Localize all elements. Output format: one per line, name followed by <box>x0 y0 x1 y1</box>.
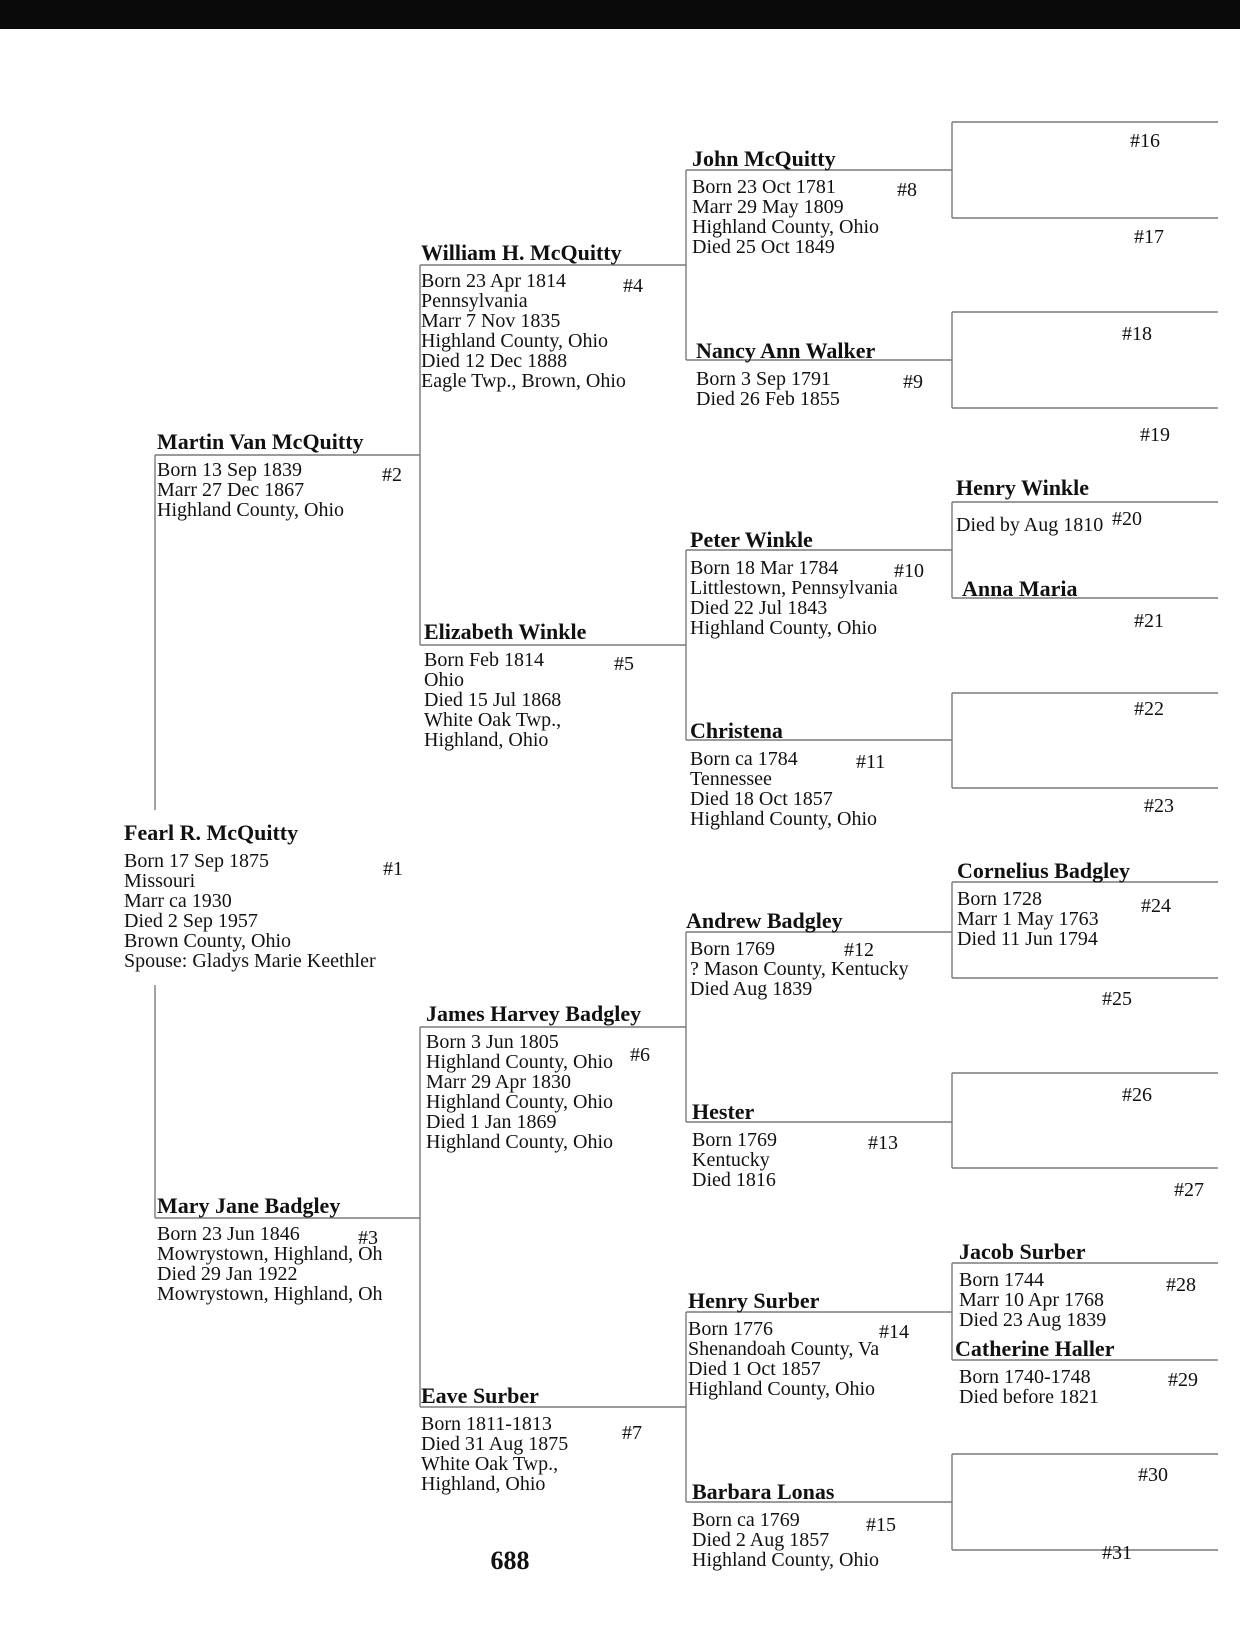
fact-married: Marr 27 Dec 1867 <box>157 479 305 501</box>
person-number-21: #21 <box>1134 610 1164 632</box>
person-name: Cornelius Badgley <box>957 858 1130 883</box>
person-name: John McQuitty <box>692 146 836 171</box>
person-number-27: #27 <box>1174 1179 1204 1201</box>
person-2 <box>157 429 364 520</box>
person-facts <box>959 1367 1114 1407</box>
fact-born: Born 1811-1813 <box>421 1413 552 1435</box>
person-number-13: #13 <box>868 1132 898 1154</box>
person-facts <box>690 558 898 638</box>
fact-married: Marr 1 May 1763 <box>957 908 1099 930</box>
fact-deathplace: Highland County, Ohio <box>426 1131 614 1153</box>
fact-born: Born 23 Apr 1814 <box>421 270 566 292</box>
person-name: Jacob Surber <box>959 1239 1086 1264</box>
fact-birthplace: ? Mason County, Kentucky <box>690 958 909 980</box>
fact-deathplace: Highland County, Ohio <box>690 617 878 639</box>
person-number-7: #7 <box>622 1422 642 1444</box>
fact-born: Born 3 Sep 1791 <box>696 368 831 390</box>
fact-died: Died by Aug 1810 <box>956 514 1104 536</box>
fact-married: Marr 29 May 1809 <box>692 196 844 218</box>
person-facts <box>690 939 909 999</box>
person-name: Elizabeth Winkle <box>424 619 587 644</box>
fact-married: Marr 29 Apr 1830 <box>426 1071 571 1093</box>
fact-died: Died before 1821 <box>959 1386 1099 1408</box>
person-name: Mary Jane Badgley <box>157 1193 341 1218</box>
person-13 <box>692 1099 777 1190</box>
person-6 <box>426 1001 641 1152</box>
person-name: Barbara Lonas <box>692 1479 835 1504</box>
person-21 <box>962 576 1078 601</box>
person-number-17: #17 <box>1134 226 1164 248</box>
person-facts <box>157 1224 383 1304</box>
person-number-23: #23 <box>1144 795 1174 817</box>
person-number-8: #8 <box>897 179 917 201</box>
fact-marriage-place: Highland County, Ohio <box>421 330 609 352</box>
person-4 <box>421 240 626 391</box>
person-3 <box>157 1193 383 1304</box>
fact-birthplace: Littlestown, Pennsylvania <box>690 577 898 599</box>
fact-died: Died Aug 1839 <box>690 978 813 1000</box>
person-number-28: #28 <box>1166 1274 1196 1296</box>
fact-died: Died 31 Aug 1875 <box>421 1433 569 1455</box>
fact-born: Born 1728 <box>957 888 1042 910</box>
person-number-1: #1 <box>383 858 403 880</box>
fact-birthplace: Kentucky <box>692 1149 770 1171</box>
person-number-14: #14 <box>879 1321 909 1343</box>
person-name: William H. McQuitty <box>421 240 622 265</box>
fact-deathplace-2: Highland, Ohio <box>424 729 549 751</box>
person-5 <box>424 619 586 750</box>
person-facts <box>959 1270 1106 1330</box>
fact-married: Marr 10 Apr 1768 <box>959 1289 1104 1311</box>
person-facts <box>956 515 1103 535</box>
fact-birthplace: Ohio <box>424 669 464 691</box>
person-number-4: #4 <box>623 275 643 297</box>
person-facts <box>421 271 626 391</box>
fact-born: Born 18 Mar 1784 <box>690 557 839 579</box>
fact-born: Born 13 Sep 1839 <box>157 459 302 481</box>
fact-born: Born 3 Jun 1805 <box>426 1031 559 1053</box>
fact-birthplace: Mowrystown, Highland, Oh <box>157 1243 383 1265</box>
person-number-20: #20 <box>1112 508 1142 530</box>
person-facts <box>424 650 586 750</box>
person-number-10: #10 <box>894 560 924 582</box>
fact-born: Born 1769 <box>692 1129 777 1151</box>
person-8 <box>692 146 879 257</box>
fact-born: Born 1769 <box>690 938 775 960</box>
person-number-26: #26 <box>1122 1084 1152 1106</box>
fact-birthplace: Pennsylvania <box>421 290 528 312</box>
person-facts <box>692 1130 777 1190</box>
person-number-15: #15 <box>866 1514 896 1536</box>
person-14 <box>688 1288 879 1399</box>
person-name: Nancy Ann Walker <box>696 338 876 363</box>
person-number-25: #25 <box>1102 988 1132 1010</box>
person-11 <box>690 718 877 829</box>
fact-born: Born Feb 1814 <box>424 649 544 671</box>
person-12 <box>686 908 909 999</box>
person-9 <box>696 338 875 409</box>
person-number-29: #29 <box>1168 1369 1198 1391</box>
fact-died: Died 15 Jul 1868 <box>424 689 562 711</box>
person-facts <box>696 369 875 409</box>
person-number-18: #18 <box>1122 323 1152 345</box>
fact-married: Marr 7 Nov 1835 <box>421 310 561 332</box>
person-name: Henry Surber <box>688 1288 820 1313</box>
person-number-16: #16 <box>1130 130 1160 152</box>
person-facts <box>692 177 879 257</box>
fact-died: Died 1 Oct 1857 <box>688 1358 821 1380</box>
person-number-22: #22 <box>1134 698 1164 720</box>
fact-born: Born 1740-1748 <box>959 1366 1091 1388</box>
fact-deathplace: Eagle Twp., Brown, Ohio <box>421 370 626 392</box>
fact-died: Died 2 Sep 1957 <box>124 910 258 932</box>
person-name: Fearl R. McQuitty <box>124 820 299 845</box>
fact-died: Died 23 Aug 1839 <box>959 1309 1107 1331</box>
person-number-3: #3 <box>358 1227 378 1249</box>
person-facts <box>957 889 1130 949</box>
fact-deathplace: White Oak Twp., <box>424 709 562 731</box>
person-1 <box>124 820 376 971</box>
fact-died: Died 12 Dec 1888 <box>421 350 568 372</box>
fact-died: Died 26 Feb 1855 <box>696 388 840 410</box>
fact-deathplace: Brown County, Ohio <box>124 930 292 952</box>
fact-born: Born 1744 <box>959 1269 1044 1291</box>
person-name: Andrew Badgley <box>686 908 843 933</box>
person-10 <box>690 527 898 638</box>
person-20 <box>956 475 1103 535</box>
person-facts <box>692 1510 879 1570</box>
fact-deathplace: Highland County, Ohio <box>688 1378 876 1400</box>
person-name: Martin Van McQuitty <box>157 429 364 454</box>
fact-born: Born 17 Sep 1875 <box>124 850 269 872</box>
fact-place: Highland County, Ohio <box>157 499 345 521</box>
fact-died: Died 22 Jul 1843 <box>690 597 828 619</box>
fact-spouse: Spouse: Gladys Marie Keethler <box>124 950 376 972</box>
person-name: Hester <box>692 1099 755 1124</box>
person-facts <box>124 851 376 971</box>
person-facts <box>421 1414 568 1494</box>
fact-born: Born ca 1784 <box>690 748 798 770</box>
person-7 <box>421 1383 568 1494</box>
fact-marriage-place: Highland County, Ohio <box>692 216 880 238</box>
fact-died: Died 29 Jan 1922 <box>157 1263 298 1285</box>
person-29 <box>955 1336 1114 1407</box>
fact-birthplace: Shenandoah County, Va <box>688 1338 880 1360</box>
fact-died: Died 1 Jan 1869 <box>426 1111 557 1133</box>
fact-birthplace: Highland County, Ohio <box>426 1051 614 1073</box>
person-facts <box>426 1032 641 1152</box>
fact-born: Born 1776 <box>688 1318 773 1340</box>
person-name: Christena <box>690 718 783 743</box>
fact-died: Died 18 Oct 1857 <box>690 788 833 810</box>
person-24 <box>957 858 1130 949</box>
person-number-11: #11 <box>856 751 886 773</box>
person-facts <box>690 749 877 829</box>
person-name: Henry Winkle <box>956 475 1090 500</box>
fact-died: Died 25 Oct 1849 <box>692 236 835 258</box>
fact-deathplace-2: Highland, Ohio <box>421 1473 546 1495</box>
person-number-12: #12 <box>844 939 874 961</box>
fact-died: Died 1816 <box>692 1169 776 1191</box>
person-name: Eave Surber <box>421 1383 539 1408</box>
person-number-2: #2 <box>382 464 402 486</box>
fact-deathplace: White Oak Twp., <box>421 1453 559 1475</box>
person-number-5: #5 <box>614 653 634 675</box>
person-28 <box>959 1239 1106 1330</box>
person-number-30: #30 <box>1138 1464 1168 1486</box>
fact-birthplace: Missouri <box>124 870 196 892</box>
fact-born: Born ca 1769 <box>692 1509 800 1531</box>
person-number-24: #24 <box>1141 895 1171 917</box>
fact-married: Marr ca 1930 <box>124 890 232 912</box>
person-number-9: #9 <box>903 371 923 393</box>
fact-deathplace: Highland County, Ohio <box>692 1549 880 1571</box>
person-15 <box>692 1479 879 1570</box>
fact-died: Died 2 Aug 1857 <box>692 1529 830 1551</box>
fact-born: Born 23 Oct 1781 <box>692 176 836 198</box>
person-name: Peter Winkle <box>690 527 813 552</box>
fact-born: Born 23 Jun 1846 <box>157 1223 300 1245</box>
person-number-6: #6 <box>630 1044 650 1066</box>
person-facts <box>157 460 364 520</box>
fact-birthplace: Tennessee <box>690 768 772 790</box>
person-facts <box>688 1319 879 1399</box>
fact-deathplace: Mowrystown, Highland, Oh <box>157 1283 383 1305</box>
person-name: Anna Maria <box>962 576 1078 601</box>
person-number-31: #31 <box>1102 1542 1132 1564</box>
person-name: Catherine Haller <box>955 1336 1115 1361</box>
fact-deathplace: Highland County, Ohio <box>690 808 878 830</box>
page-number: 688 <box>490 1546 530 1575</box>
person-name: James Harvey Badgley <box>426 1001 642 1026</box>
fact-died: Died 11 Jun 1794 <box>957 928 1098 950</box>
person-number-19: #19 <box>1140 424 1170 446</box>
fact-marriage-place: Highland County, Ohio <box>426 1091 614 1113</box>
